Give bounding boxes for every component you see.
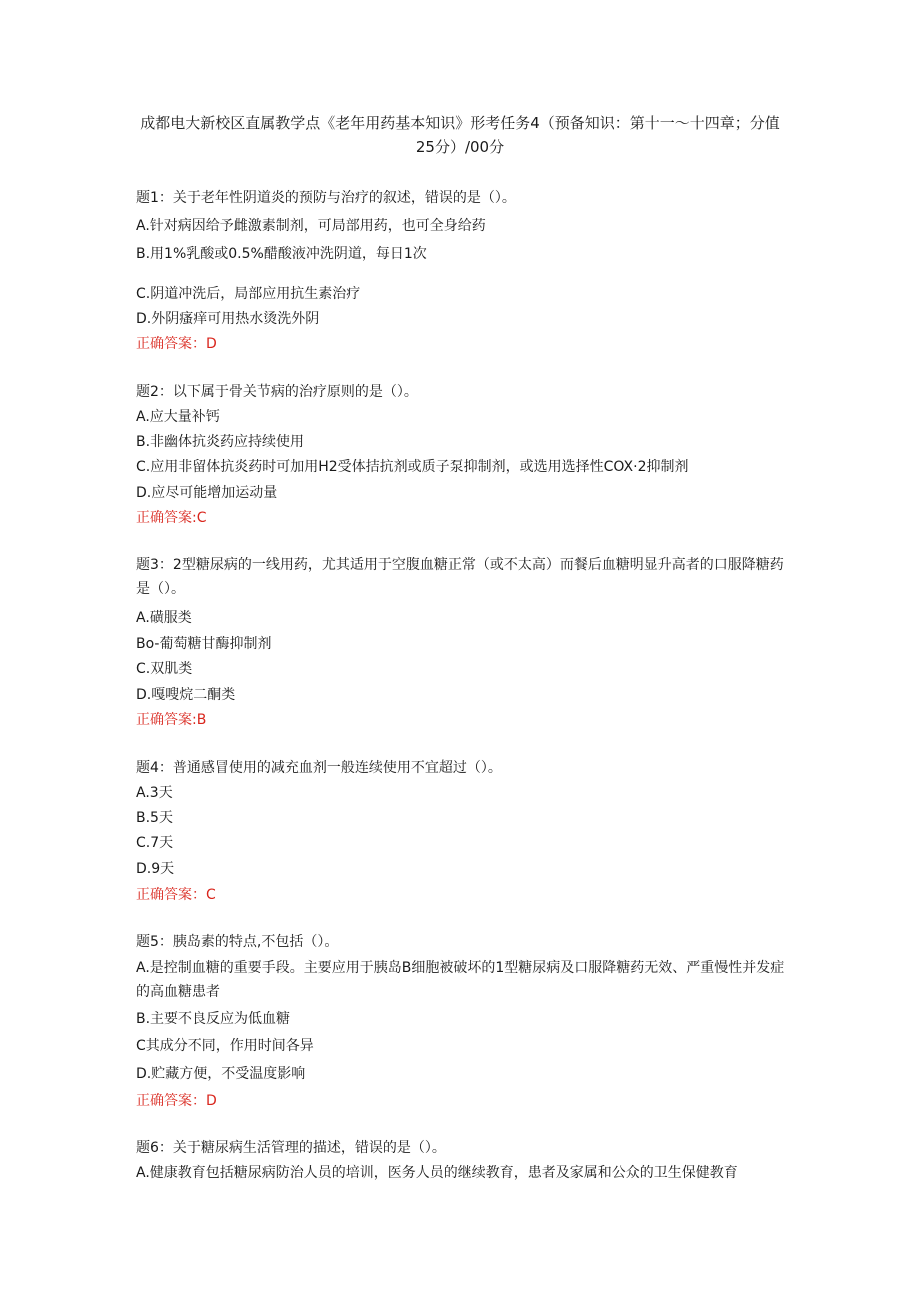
question-5-answer: 正确答案：D (136, 1093, 217, 1109)
question-3-option-a: A.磺服类 (136, 610, 192, 626)
question-3-option-d: D.嘎嗖烷二酮类 (136, 687, 236, 703)
question-3-answer: 正确答案:B (136, 712, 207, 728)
question-2-option-b: B.非幽体抗炎药应持续使用 (136, 434, 305, 450)
question-4-text: 题4：普通感冒使用的减充血剂一般连续使用不宜超过（）。 (136, 760, 502, 776)
question-3-option-c: C.双肌类 (136, 661, 193, 677)
question-3-option-b: Bo-葡萄糖甘酶抑制剂 (136, 636, 272, 652)
document-title: 成都电大新校区直属教学点《老年用药基本知识》形考任务4（预备知识：第十一〜十四章；分值25分）/00分 (140, 114, 780, 156)
question-2-option-c: C.应用非留体抗炎药时可加用H2受体拮抗剂或质子泵抑制剂，或选用选择性COX·2抑制剂 (136, 459, 689, 475)
question-4-answer: 正确答案：C (136, 887, 216, 903)
question-5-option-c: C其成分不同，作用时间各异 (136, 1038, 314, 1054)
question-4-option-d: D.9天 (136, 861, 175, 877)
question-1-option-c: C.阴道冲洗后，局部应用抗生素治疗 (136, 286, 361, 302)
question-1-text: 题1：关于老年性阴道炎的预防与治疗的叙述，错误的是（）。 (136, 190, 516, 206)
question-1-option-d: D.外阴瘙痒可用热水烫洗外阴 (136, 311, 320, 327)
question-6-text: 题6：关于糖尿病生活管理的描述，错误的是（）。 (136, 1140, 446, 1156)
question-5-option-a: A.是控制血糖的重要手段。主要应用于胰岛B细胞被破坏的1型糖尿病及口服降糖药无效、严重慢性并发症的高血糖患者 (136, 960, 785, 1000)
question-2-answer: 正确答案:C (136, 510, 207, 526)
question-2-text: 题2：以下属于骨关节病的治疗原则的是（）。 (136, 384, 418, 400)
question-2-option-d: D.应尽可能增加运动量 (136, 485, 278, 501)
question-1-option-b: B.用1%乳酸或0.5%醋酸液冲洗阴道，每日1次 (136, 246, 427, 262)
question-5-option-d: D.贮藏方便，不受温度影响 (136, 1066, 306, 1082)
question-6-option-a: A.健康教育包括糖尿病防治人员的培训，医务人员的继续教育，患者及家属和公众的卫生保健教育 (136, 1165, 738, 1181)
question-1-option-a: A.针对病因给予雌激素制剂，可局部用药，也可全身给药 (136, 218, 486, 234)
question-4-option-c: C.7天 (136, 835, 174, 851)
question-1-answer: 正确答案：D (136, 336, 217, 352)
question-3-text: 题3：2型糖尿病的一线用药，尤其适用于空腹血糖正常（或不太高）而餐后血糖明显升高者的口服降糖药是（）。 (136, 557, 784, 597)
question-4-option-a: A.3天 (136, 785, 173, 801)
question-5-text: 题5：胰岛素的特点,不包括（）。 (136, 934, 339, 950)
question-5-option-b: B.主要不良反应为低血糖 (136, 1011, 291, 1027)
question-4-option-b: B.5天 (136, 810, 173, 826)
question-2-option-a: A.应大量补钙 (136, 409, 220, 425)
